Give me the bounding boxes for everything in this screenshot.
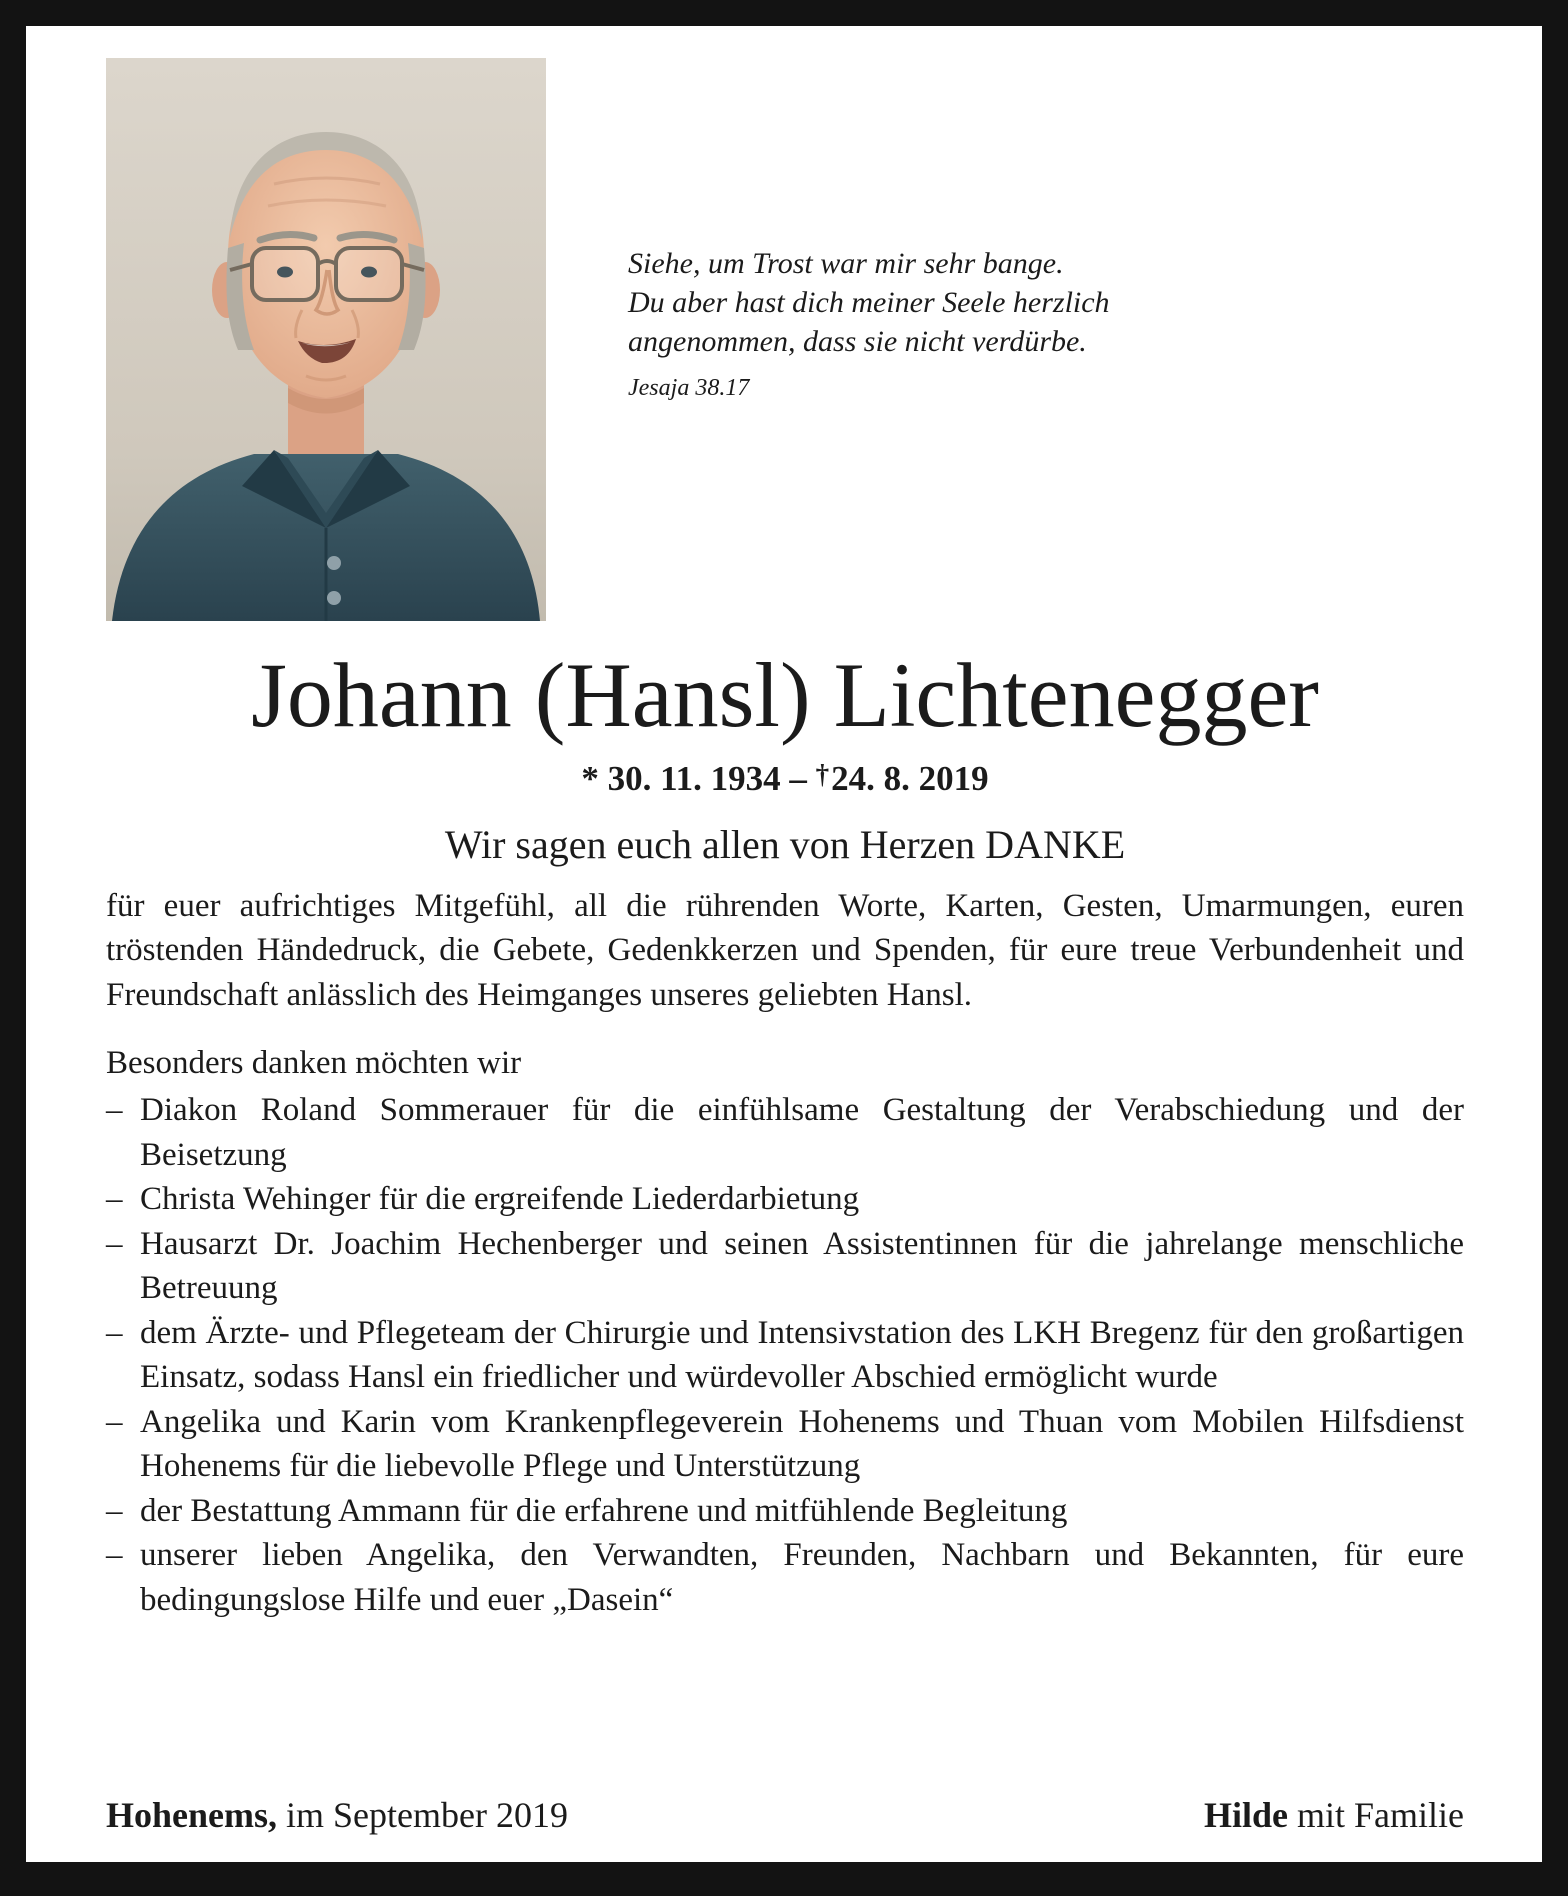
list-dash: – xyxy=(106,1403,123,1440)
list-item-text: dem Ärzte- und Pflegeteam der Chirurgie und Intensivstation des LKH Bregenz für den großartigen Einsatz, sodass Hansl ein friedlicher und würdevoller Abschied ermöglicht wurde xyxy=(140,1314,1464,1396)
list-item xyxy=(106,1533,1464,1622)
list-dash: – xyxy=(106,1181,123,1218)
list-item xyxy=(106,1489,1464,1534)
list-item xyxy=(106,1177,1464,1222)
scripture-quote xyxy=(628,244,1110,404)
list-item xyxy=(106,1400,1464,1489)
list-item-text: unserer lieben Angelika, den Verwandten, Freunden, Nachbarn und Bekannten, für eure bedingungslose Hilfe und euer „Dasein“ xyxy=(140,1537,1464,1619)
list-item-text: Hausarzt Dr. Joachim Hechenberger und seinen Assistentinnen für die jahrelange menschliche Betreuung xyxy=(140,1225,1464,1307)
quote-line-3: angenommen, dass sie nicht verdürbe. xyxy=(628,325,1087,358)
list-item-text: Angelika und Karin vom Krankenpflegeverein Hohenems und Thuan vom Mobilen Hilfsdienst Hohenems für die liebevolle Pflege und Unterstützung xyxy=(140,1403,1464,1485)
header-row xyxy=(106,58,1464,621)
signature-rest: mit Familie xyxy=(1297,1795,1464,1835)
portrait-illustration xyxy=(106,58,546,621)
signature-name: Hilde xyxy=(1203,1795,1288,1835)
quote-source: Jesaja 38.17 xyxy=(628,375,750,401)
special-thanks-heading: Besonders danken möchten wir xyxy=(106,1045,522,1082)
quote-line-2: Du aber hast dich meiner Seele herzlich xyxy=(628,286,1110,319)
list-dash: – xyxy=(106,1314,123,1351)
quote-line-1: Siehe, um Trost war mir sehr bange. xyxy=(628,247,1064,280)
thanks-heading: Wir sagen euch allen von Herzen DANKE xyxy=(444,821,1126,867)
place-date xyxy=(106,1794,568,1836)
list-item xyxy=(106,1222,1464,1311)
birth-star-symbol: * xyxy=(581,758,599,798)
dates-separator: – xyxy=(789,758,807,798)
list-item xyxy=(106,1311,1464,1400)
place-name: Hohenems, xyxy=(106,1795,277,1835)
list-dash: – xyxy=(106,1492,123,1529)
footer xyxy=(106,1794,1464,1862)
list-item-text: der Bestattung Ammann für die erfahrene und mitfühlende Begleitung xyxy=(140,1492,1068,1529)
list-item xyxy=(106,1088,1464,1177)
death-cross-symbol: † xyxy=(815,758,830,789)
life-dates xyxy=(106,759,1464,799)
list-dash: – xyxy=(106,1092,123,1129)
thanks-intro: für euer aufrichtiges Mitgefühl, all die rührenden Worte, Karten, Gesten, Umarmungen, euren tröstenden Händedruck, die Gebete, Gedenkkerzen und Spenden, für eure treue Verbundenheit und Freundschaft anlässlich des Heimganges unseres geliebten Hansl. xyxy=(106,887,1464,1013)
list-dash: – xyxy=(106,1225,123,1262)
list-item-text: Diakon Roland Sommerauer für die einfühlsame Gestaltung der Verabschiedung und der Beisetzung xyxy=(140,1092,1464,1173)
signature xyxy=(1204,1794,1464,1836)
date-text: im September 2019 xyxy=(286,1795,568,1835)
list-dash: – xyxy=(106,1537,123,1574)
list-item-text: Christa Wehinger für die ergreifende Liederdarbietung xyxy=(140,1181,860,1218)
portrait-photo xyxy=(106,58,546,621)
deceased-name: Johann (Hansl) Lichtenegger xyxy=(251,644,1319,746)
birth-date: 30. 11. 1934 xyxy=(607,758,781,798)
thanks-list xyxy=(106,1088,1464,1623)
death-date: 24. 8. 2019 xyxy=(831,758,989,798)
